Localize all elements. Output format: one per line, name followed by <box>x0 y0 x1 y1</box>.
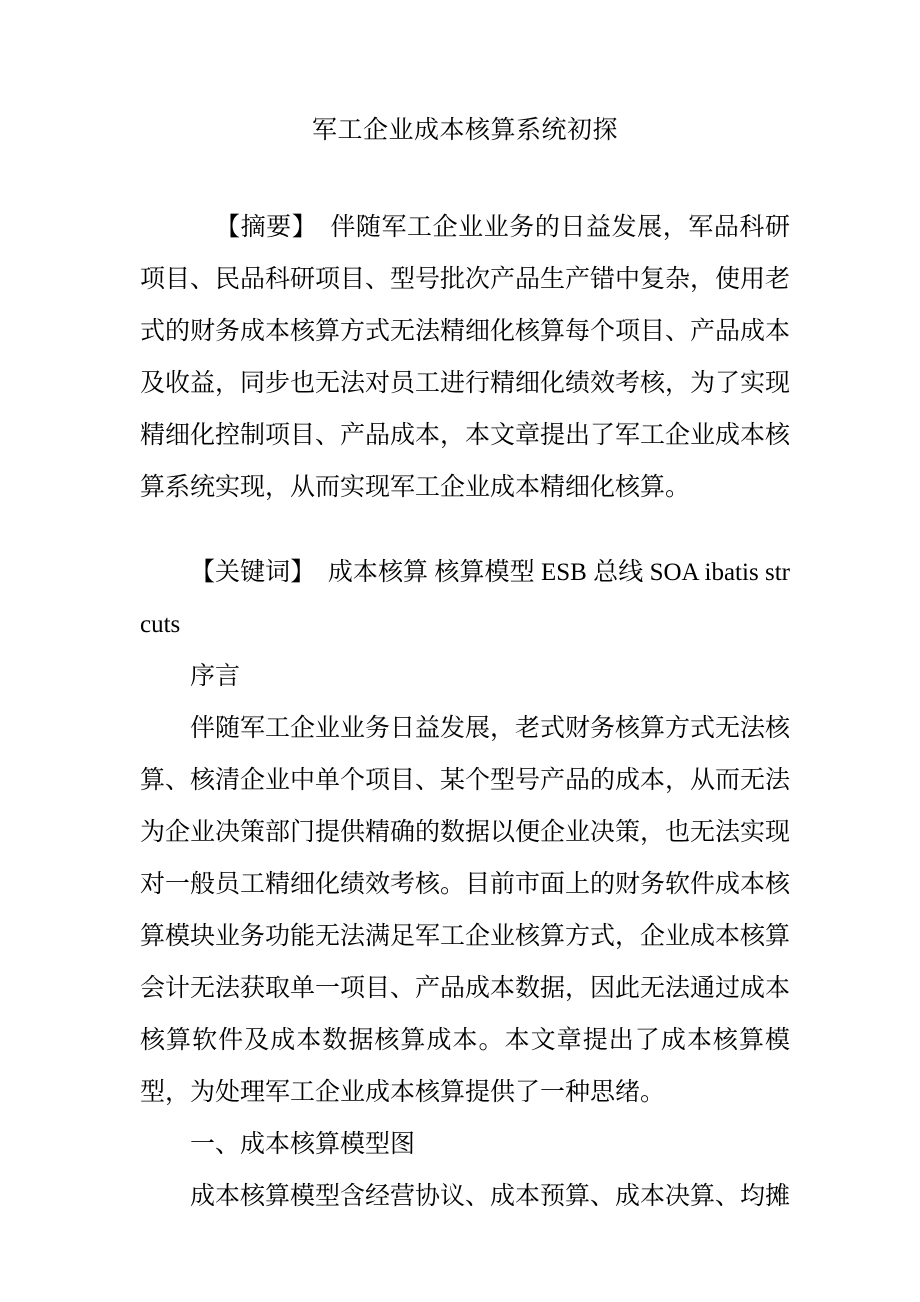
abstract-paragraph: 【摘要】 伴随军工企业业务的日益发展，军品科研项目、民品科研项目、型号批次产品生产错中复杂，使用老式的财务成本核算方式无法精细化核算每个项目、产品成本及收益，同步也无法对员工进行精细化绩效考核，为了实现精细化控制项目、产品成本，本文章提出了军工企业成本核算系统实现，从而实现军工企业成本精细化核算。 <box>140 214 791 501</box>
section-heading: 一、成本核算模型图 <box>190 1131 416 1158</box>
document-title: 军工企业成本核算系统初探 <box>311 117 618 144</box>
preface-body-paragraph: 伴随军工企业业务日益发展，老式财务核算方式无法核算、核清企业中单个项目、某个型号产品的成本，从而无法为企业决策部门提供精确的数据以便企业决策，也无法实现对一般员工精细化绩效考核。目前市面上的财务软件成本核算模块业务功能无法满足军工企业核算方式，企业成本核算会计无法获取单一项目、产品成本数据，因此无法通过成本核算软件及成本数据核算成本。本文章提出了成本核算模型，为处理军工企业成本核算提供了一种思绪。 <box>140 715 791 1106</box>
section-body-paragraph: 成本核算模型含经营协议、成本预算、成本决算、均摊 <box>190 1183 791 1210</box>
keywords-paragraph: 【关键词】 成本核算 核算模型 ESB 总线 SOA ibatis strcuts <box>140 559 790 638</box>
preface-heading: 序言 <box>190 663 241 690</box>
